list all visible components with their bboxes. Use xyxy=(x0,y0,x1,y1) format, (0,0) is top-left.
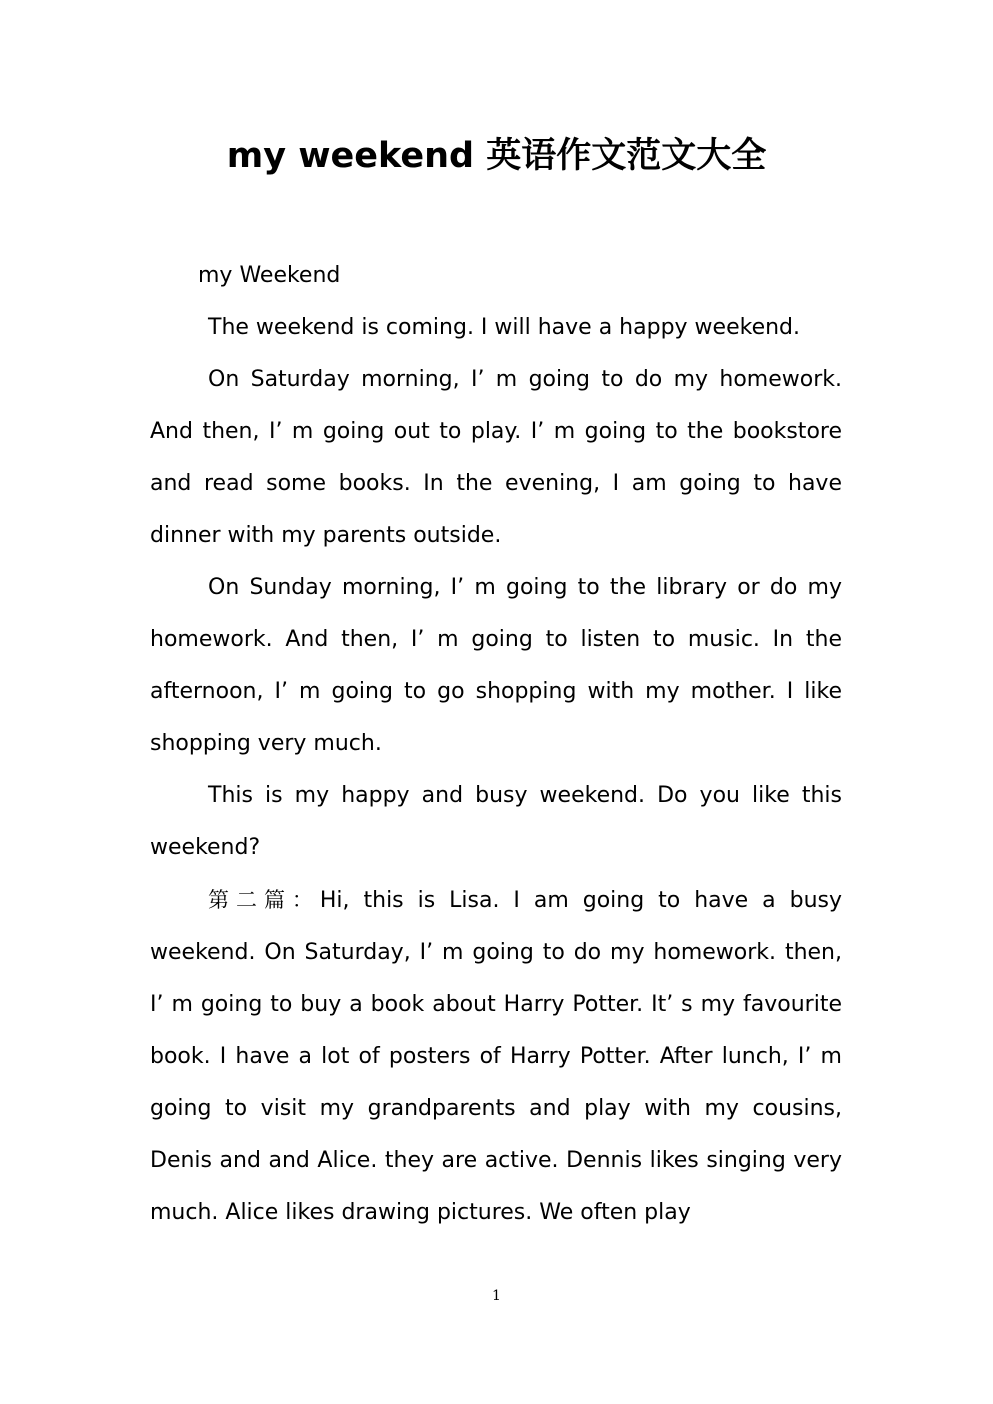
second-essay-label: 第二篇： xyxy=(208,888,320,912)
essay-subheading: my Weekend xyxy=(198,263,341,288)
paragraph-3: On Sunday morning, I’ m going to the library or do my homework. And then, I’ m going to listen to music. In the afternoon, I’ m going to go shopping with my mother. I like shopping very much. xyxy=(150,575,842,756)
second-essay-text: Hi, this is Lisa. I am going to have a busy weekend. On Saturday, I’ m going to do my homework. then, I’ m going to buy a book about Harry Potter. It’ s my favourite book. I have a lot of posters of Harry Potter. After lunch, I’ m going to visit my grandparents and play with my cousins, Denis and and Alice. they are active. Dennis likes singing very much. Alice likes drawing pictures. We often play xyxy=(150,888,842,1225)
paragraph-4: This is my happy and busy weekend. Do you like this weekend? xyxy=(150,783,842,860)
page-number: 1 xyxy=(492,1288,501,1304)
document-title: my weekend 英语作文范文大全 xyxy=(226,136,767,176)
document-body xyxy=(150,250,842,1239)
paragraph-1: The weekend is coming. I will have a happy weekend. xyxy=(208,315,801,340)
paragraph-2: On Saturday morning, I’ m going to do my homework. And then, I’ m going out to play. I’ m going to the bookstore and read some books. In the evening, I am going to have dinner with my parents outside. xyxy=(150,367,842,548)
paragraph-second-essay xyxy=(150,874,842,1239)
